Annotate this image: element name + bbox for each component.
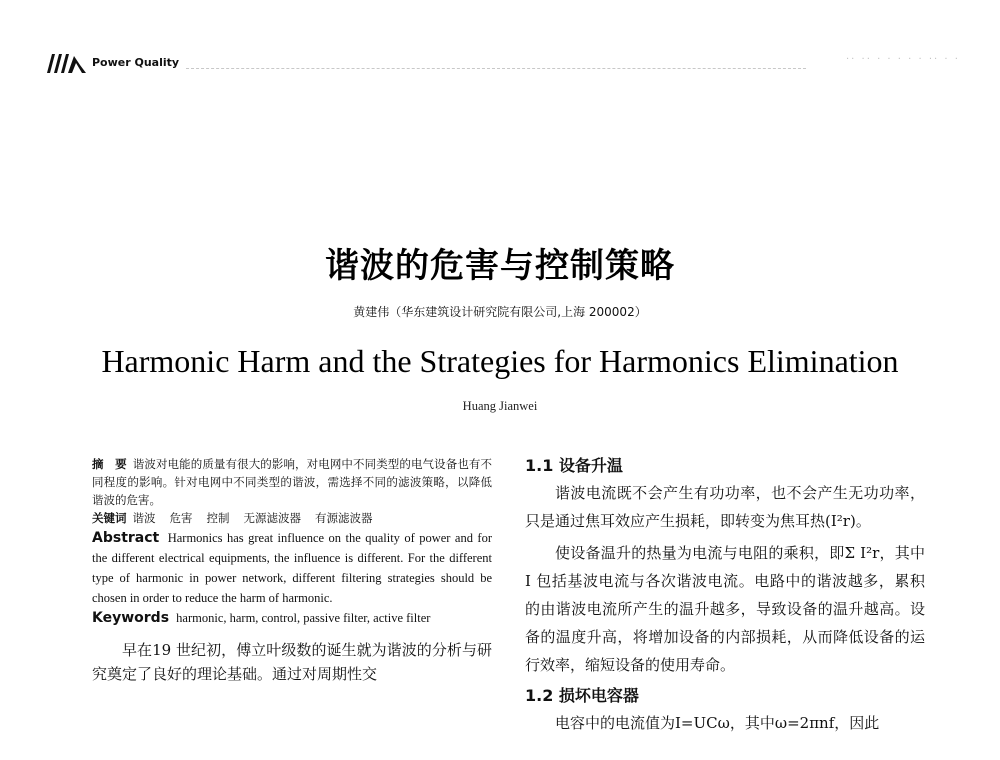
left-column — [92, 455, 492, 686]
header-right-text: ·· ·· · · · · · ·· · · — [846, 54, 960, 65]
right-column — [525, 453, 925, 737]
keywords-en-label: Keywords — [92, 610, 170, 626]
author-name-en: Huang Jianwei — [462, 399, 538, 413]
section-heading-1-2: 1.2 损坏电容器 — [525, 686, 639, 705]
section-heading-1-1: 1.1 设备升温 — [525, 456, 623, 475]
section-1-1-paragraph-1: 谐波电流既不会产生有功功率，也不会产生无功功率，只是通过焦耳效应产生损耗，即转变为焦耳热(I²r)。 — [525, 484, 925, 530]
keywords-en-text: harmonic, harm, control, passive filter, active filter — [176, 611, 431, 625]
keyword-cn: 危害 — [169, 511, 193, 525]
abstract-en-text: Harmonics has great influence on the quality of power and for the different electrical equipments, the influence is different. For the different type of harmonic in power network, different filtering strategies should be chosen in order to reduce the harm of harmonic. — [92, 531, 493, 605]
intro-paragraph: 早在19 世纪初，傅立叶级数的诞生就为谐波的分析与研究奠定了良好的理论基础。通过对周期性交 — [92, 641, 492, 683]
keyword-cn: 控制 — [206, 511, 230, 525]
journal-logo-icon — [46, 52, 88, 74]
keyword-cn: 有源滤波器 — [315, 511, 373, 525]
header-divider — [186, 68, 806, 69]
abstract-cn-text: 谐波对电能的质量有很大的影响，对电网中不同类型的电气设备也有不同程度的影响。针对电网中不同类型的谐波，需选择不同的滤波策略，以降低谐波的危害。 — [92, 457, 493, 507]
section-1-1-paragraph-2: 使设备温升的热量为电流与电阻的乘积，即Σ I²r，其中I 包括基波电流与各次谐波电流。电路中的谐波越多，累积的由谐波电流所产生的温升越多，导致设备的温升越高。设备的温度升高，将增加设备的内部损耗，从而降低设备的运行效率，缩短设备的使用寿命。 — [525, 544, 925, 674]
abstract-en-label: Abstract — [92, 530, 160, 546]
author-affiliation-cn: 黄建伟（华东建筑设计研究院有限公司,上海 200002） — [353, 305, 647, 319]
article-title-cn: 谐波的危害与控制策略 — [325, 246, 675, 286]
section-1-2-paragraph-1: 电容中的电流值为I=UCω，其中ω=2πnf，因此 — [555, 714, 880, 732]
article-title-en: Harmonic Harm and the Strategies for Harmonics Elimination — [101, 343, 899, 379]
keyword-cn: 谐波 — [132, 511, 156, 525]
abstract-cn — [92, 455, 492, 509]
abstract-cn-label: 摘 要 — [92, 457, 127, 471]
journal-name: Power Quality — [92, 56, 180, 69]
keywords-cn — [92, 509, 492, 527]
keywords-en — [92, 608, 492, 628]
running-header — [46, 52, 960, 76]
abstract-en — [92, 528, 492, 608]
keyword-cn: 无源滤波器 — [243, 511, 301, 525]
keywords-cn-label: 关键词 — [92, 511, 127, 525]
